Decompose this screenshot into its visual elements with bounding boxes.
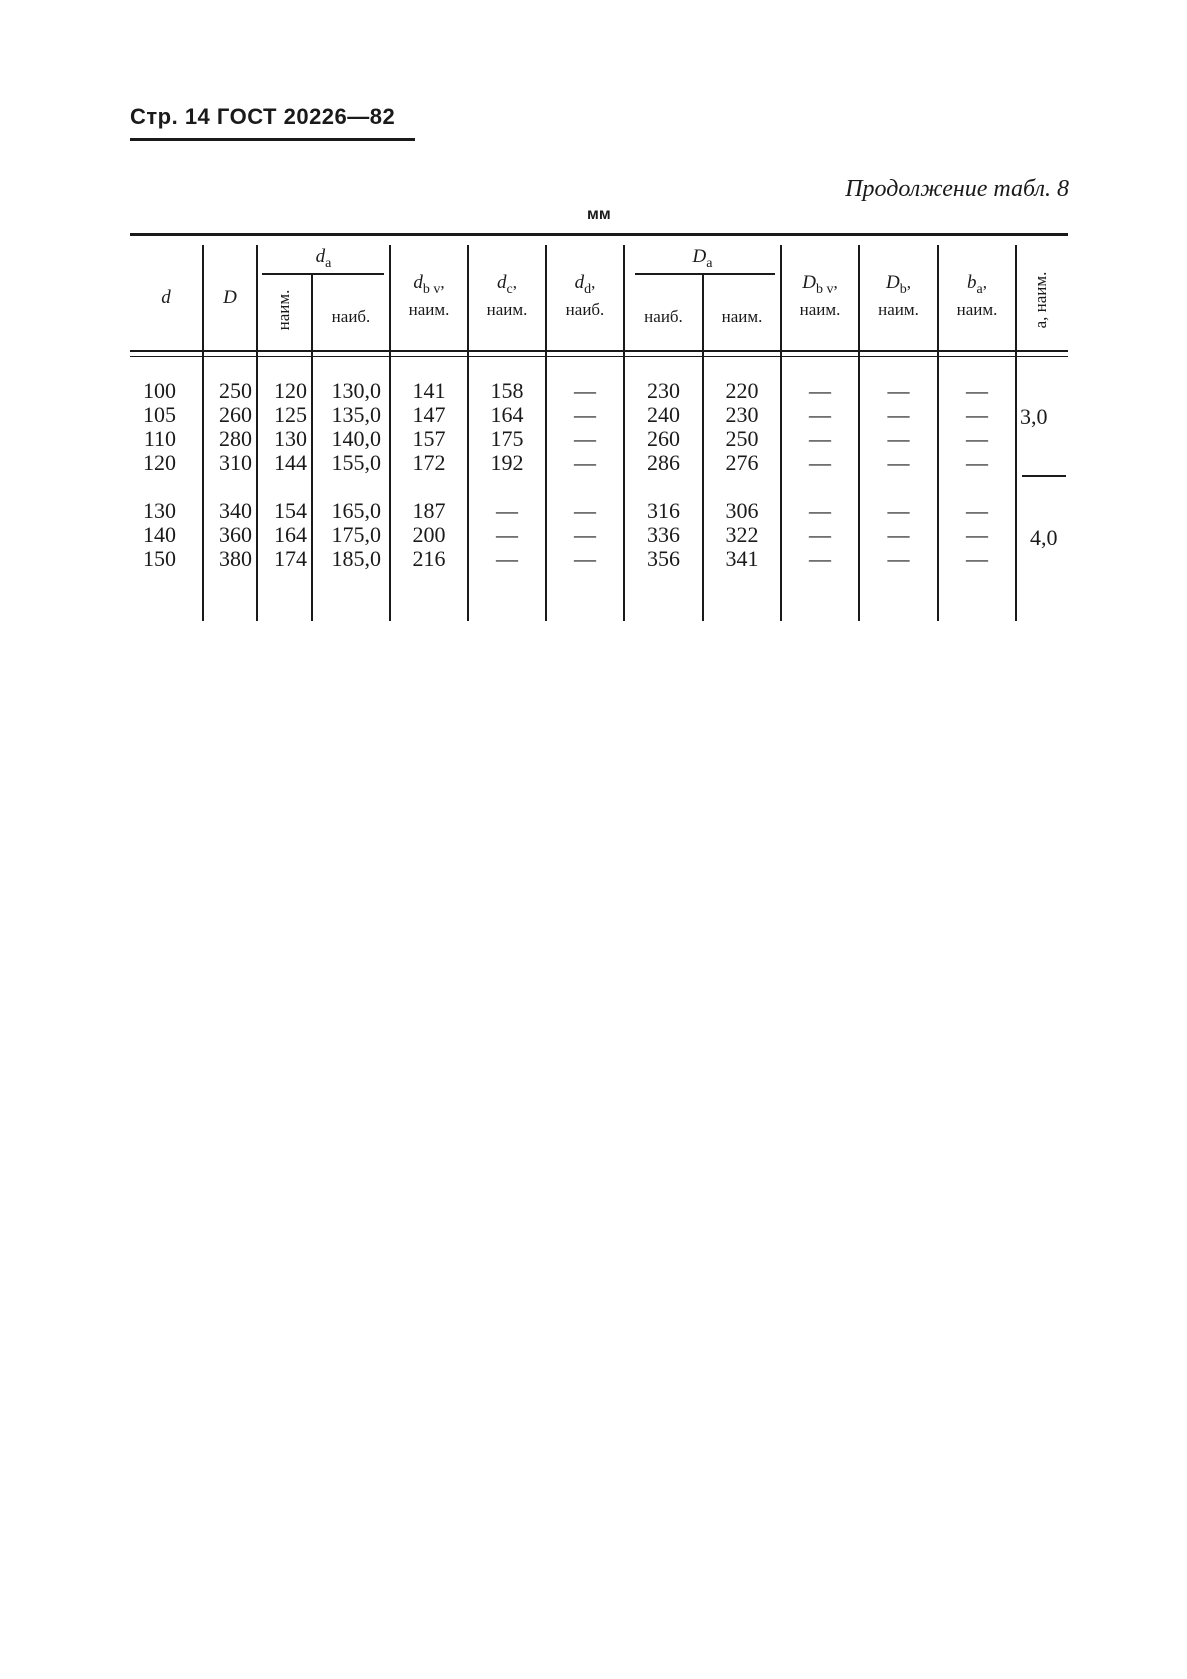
cell-dd: — [574, 450, 596, 475]
cell-Da-max: 336 [647, 522, 680, 547]
cell-D: 250 [219, 378, 252, 403]
cell-Db: — [887, 402, 910, 427]
col-header-dc: $d_c$, наим. [486, 272, 528, 319]
cell-Da-min: 250 [725, 426, 759, 451]
cell-Da-max: 316 [647, 498, 680, 523]
cell-Da-max: 286 [647, 450, 680, 475]
cell-dc: — [496, 498, 518, 523]
cell-Da-min: 341 [725, 546, 759, 571]
cell-dc: 158 [490, 378, 524, 403]
cell-Dbv: — [809, 498, 831, 523]
col-Da-min [704, 379, 780, 571]
cell-dc: 192 [490, 450, 524, 475]
cell-d: 105 [143, 402, 176, 427]
col-dd [547, 379, 623, 571]
cell-dbv: 141 [412, 378, 446, 403]
cell-D: 260 [219, 402, 252, 427]
cell-a-group-1: 3,0 [1020, 404, 1048, 429]
cell-Da-min: 306 [725, 498, 759, 523]
cell-a-group-2: 4,0 [1030, 525, 1058, 550]
cell-da-max: 165,0 [331, 498, 381, 523]
cell-Da-max: 260 [647, 426, 680, 451]
cell-ba: — [966, 522, 988, 547]
cell-d: 130 [143, 498, 176, 523]
cell-dbv: 200 [412, 522, 446, 547]
col-ba [939, 379, 1015, 571]
cell-dd: — [574, 498, 596, 523]
col-header-Da-min: наим. [721, 307, 763, 326]
cell-Db: — [887, 546, 910, 571]
cell-Dbv: — [809, 378, 831, 403]
col-Da-max [625, 379, 702, 571]
col-header-Da-max: наиб. [644, 307, 683, 326]
cell-da-max: 155,0 [331, 450, 381, 475]
cell-dd: — [574, 402, 596, 427]
cell-da-min: 130 [274, 426, 307, 451]
table-continuation-label: Продолжение табл. 8 [845, 176, 1069, 202]
cell-da-min: 174 [274, 546, 307, 571]
col-dbv [391, 379, 467, 571]
cell-Dbv: — [809, 402, 831, 427]
unit-label: мм [587, 206, 611, 223]
cell-dbv: 157 [412, 426, 446, 451]
cell-Dbv: — [809, 546, 831, 571]
cell-Da-max: 356 [647, 546, 680, 571]
col-Dbv [782, 379, 858, 571]
col-header-da-min: наим. [274, 289, 293, 331]
page-reference: Стр. 14 ГОСТ 20226—82 [130, 104, 396, 129]
col-header-dd: $d_d$, наиб. [565, 272, 605, 319]
cell-da-min: 144 [274, 450, 307, 475]
cell-dd: — [574, 426, 596, 451]
cell-d: 140 [143, 522, 176, 547]
header-bottom-rule-thin [130, 356, 1068, 357]
cell-dd: — [574, 546, 596, 571]
cell-Da-min: 230 [725, 402, 759, 427]
col-header-D: D [223, 287, 237, 308]
col-header-Dbv: $D_{b v}$, наим. [799, 272, 841, 319]
cell-da-max: 130,0 [331, 378, 381, 403]
cell-ba: — [966, 546, 988, 571]
col-header-da: $d_a$ [315, 246, 332, 271]
cell-Dbv: — [809, 450, 831, 475]
cell-Da-max: 230 [647, 378, 680, 403]
cell-D: 340 [219, 498, 252, 523]
cell-D: 280 [219, 426, 252, 451]
cell-da-max: 185,0 [331, 546, 381, 571]
cell-Db: — [887, 498, 910, 523]
col-header-Da: $D_a$ [692, 246, 713, 271]
cell-dc: 164 [490, 402, 524, 427]
cell-dd: — [574, 522, 596, 547]
cell-Db: — [887, 522, 910, 547]
cell-dc: — [496, 546, 518, 571]
col-Db [860, 379, 937, 571]
cell-dbv: 187 [412, 498, 446, 523]
cell-Db: — [887, 450, 910, 475]
cell-da-max: 135,0 [331, 402, 381, 427]
cell-d: 150 [143, 546, 176, 571]
cell-D: 360 [219, 522, 252, 547]
cell-dbv: 216 [412, 546, 446, 571]
cell-Da-min: 322 [725, 522, 759, 547]
cell-da-min: 125 [274, 402, 307, 427]
cell-d: 120 [143, 450, 176, 475]
header-bottom-rule [130, 350, 1068, 352]
cell-dbv: 172 [412, 450, 446, 475]
cell-ba: — [966, 498, 988, 523]
cell-da-max: 140,0 [331, 426, 381, 451]
page-header [130, 104, 395, 130]
cell-ba: — [966, 402, 988, 427]
cell-ba: — [966, 426, 988, 451]
col-header-d: d [161, 287, 171, 308]
cell-dbv: 147 [412, 402, 446, 427]
cell-ba: — [966, 450, 988, 475]
cell-Db: — [887, 378, 910, 403]
cell-Da-min: 220 [725, 378, 759, 403]
col-da-max [313, 379, 381, 571]
a-group-divider [1022, 475, 1066, 477]
cell-da-min: 164 [274, 522, 307, 547]
col-header-dbv: $d_{b v}$, наим. [408, 272, 450, 319]
cell-dd: — [574, 378, 596, 403]
col-dc [469, 379, 545, 571]
col-D [204, 379, 252, 571]
cell-Da-max: 240 [647, 402, 680, 427]
cell-dc: 175 [490, 426, 524, 451]
col-header-a: a, наим. [1031, 271, 1050, 329]
col-d [130, 379, 176, 571]
col-da-min [258, 379, 307, 571]
cell-D: 380 [219, 546, 252, 571]
cell-ba: — [966, 378, 988, 403]
cell-Da-min: 276 [725, 450, 759, 475]
cell-d: 100 [143, 378, 176, 403]
table-top-rule [130, 233, 1068, 236]
cell-D: 310 [219, 450, 252, 475]
cell-da-min: 154 [274, 498, 307, 523]
cell-d: 110 [143, 426, 176, 451]
cell-Dbv: — [809, 426, 831, 451]
col-header-Db: $D_b$, наим. [878, 272, 919, 319]
header-rule [130, 138, 415, 141]
cell-dc: — [496, 522, 518, 547]
cell-da-min: 120 [274, 378, 307, 403]
cell-Db: — [887, 426, 910, 451]
column-divider [1015, 245, 1017, 621]
cell-Dbv: — [809, 522, 831, 547]
col-header-ba: $b_a$, наим. [956, 272, 998, 319]
col-header-da-max: наиб. [331, 307, 371, 326]
cell-da-max: 175,0 [331, 522, 381, 547]
